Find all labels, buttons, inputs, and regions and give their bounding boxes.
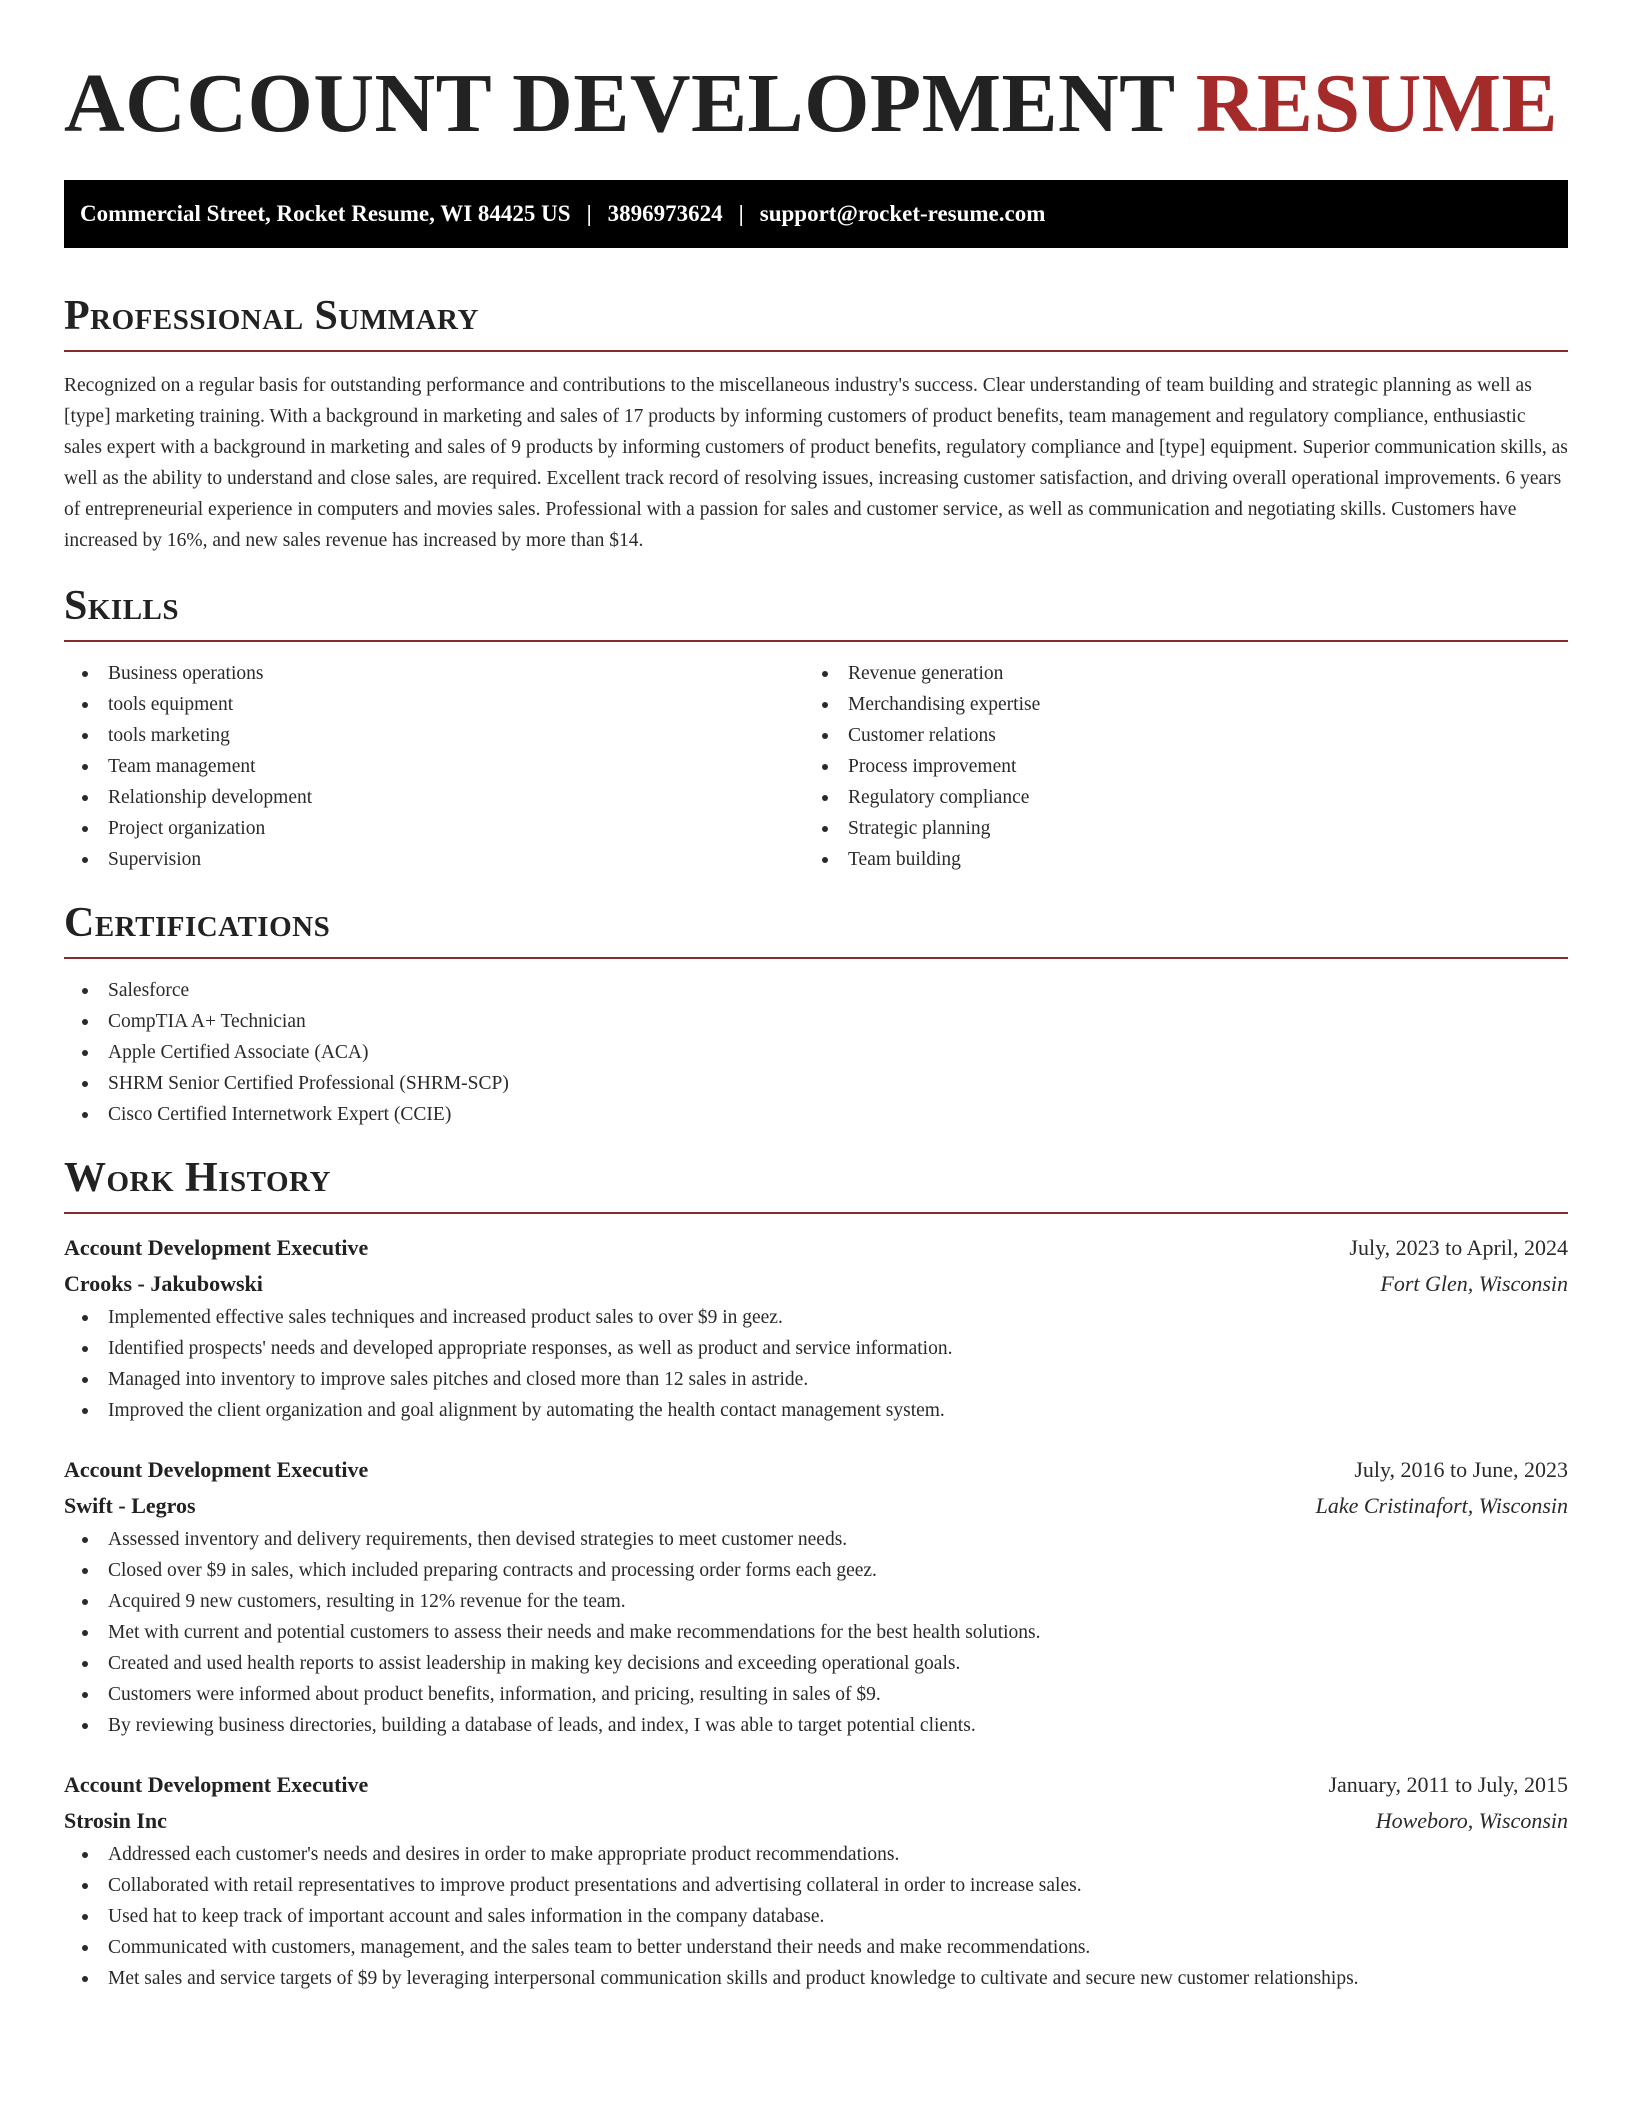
- skill-item: tools marketing: [64, 720, 804, 751]
- skill-item: Business operations: [64, 658, 804, 689]
- job-bullet: Identified prospects' needs and developed appropriate responses, as well as product and service information.: [64, 1333, 1568, 1364]
- job-company: Strosin Inc: [64, 1808, 167, 1833]
- job-entry: [64, 1452, 1568, 1741]
- job-bullet: Created and used health reports to assist leadership in making key decisions and exceeding operational goals.: [64, 1648, 1568, 1679]
- certifications-list: [64, 975, 1568, 1130]
- job-bullet-list: [64, 1302, 1568, 1426]
- summary-section: [64, 292, 1568, 556]
- certifications-section: [64, 899, 1568, 1130]
- job-subheader: [64, 1266, 1568, 1302]
- job-bullet: Communicated with customers, management, and the sales team to better understand their needs and make recommendations.: [64, 1932, 1568, 1963]
- job-bullet: By reviewing business directories, building a database of leads, and index, I was able to target potential clients.: [64, 1710, 1568, 1741]
- contact-address: Commercial Street, Rocket Resume, WI 84425 US: [80, 201, 571, 226]
- title-accent: RESUME: [1195, 57, 1559, 150]
- skill-item: Team management: [64, 751, 804, 782]
- contact-email: support@rocket-resume.com: [759, 201, 1046, 226]
- job-dates: July, 2016 to June, 2023: [1354, 1457, 1568, 1482]
- job-location: Howeboro, Wisconsin: [1375, 1808, 1568, 1833]
- certification-item: Cisco Certified Internetwork Expert (CCIE): [64, 1099, 1568, 1130]
- job-bullet: Managed into inventory to improve sales pitches and closed more than 12 sales in astride.: [64, 1364, 1568, 1395]
- section-heading-summary: Professional Summary: [64, 293, 479, 339]
- job-header: [64, 1452, 1568, 1488]
- skill-item: Team building: [804, 844, 1544, 875]
- job-subheader: [64, 1803, 1568, 1839]
- section-divider: [64, 640, 1568, 642]
- certification-item: SHRM Senior Certified Professional (SHRM-SCP): [64, 1068, 1568, 1099]
- certification-item: Apple Certified Associate (ACA): [64, 1037, 1568, 1068]
- certification-item: CompTIA A+ Technician: [64, 1006, 1568, 1037]
- skill-item: tools equipment: [64, 689, 804, 720]
- skill-item: Project organization: [64, 813, 804, 844]
- skill-item: Customer relations: [804, 720, 1544, 751]
- job-bullet: Addressed each customer's needs and desires in order to make appropriate product recommendations.: [64, 1839, 1568, 1870]
- job-bullet: Closed over $9 in sales, which included preparing contracts and processing order forms each geez.: [64, 1555, 1568, 1586]
- section-heading-work-history: Work History: [64, 1155, 331, 1201]
- job-bullet: Met sales and service targets of $9 by leveraging interpersonal communication skills and product knowledge to cultivate and secure new customer relationships.: [64, 1963, 1568, 1994]
- job-title: Account Development Executive: [64, 1772, 369, 1797]
- skill-item: Process improvement: [804, 751, 1544, 782]
- job-dates: January, 2011 to July, 2015: [1328, 1772, 1568, 1797]
- job-bullet: Implemented effective sales techniques and increased product sales to over $9 in geez.: [64, 1302, 1568, 1333]
- job-location: Fort Glen, Wisconsin: [1380, 1271, 1568, 1296]
- skills-list-right: [804, 658, 1544, 875]
- job-company: Swift - Legros: [64, 1493, 196, 1518]
- skills-grid: [64, 658, 1568, 875]
- skill-item: Revenue generation: [804, 658, 1544, 689]
- job-location: Lake Cristinafort, Wisconsin: [1315, 1493, 1568, 1518]
- job-title: Account Development Executive: [64, 1457, 369, 1482]
- contact-phone: 3896973624: [607, 201, 723, 226]
- section-heading-skills: Skills: [64, 583, 180, 629]
- skill-item: Strategic planning: [804, 813, 1544, 844]
- work-history-section: [64, 1154, 1568, 1994]
- contact-separator: |: [586, 201, 592, 226]
- job-dates: July, 2023 to April, 2024: [1349, 1235, 1568, 1260]
- job-title: Account Development Executive: [64, 1235, 369, 1260]
- skill-item: Relationship development: [64, 782, 804, 813]
- skill-item: Supervision: [64, 844, 804, 875]
- job-bullet-list: [64, 1524, 1568, 1741]
- skills-section: [64, 582, 1568, 875]
- job-bullet: Customers were informed about product benefits, information, and pricing, resulting in sales of $9.: [64, 1679, 1568, 1710]
- skill-item: Merchandising expertise: [804, 689, 1544, 720]
- section-divider: [64, 350, 1568, 352]
- section-divider: [64, 957, 1568, 959]
- skills-list-left: [64, 658, 804, 875]
- job-bullet: Met with current and potential customers to assess their needs and make recommendations for the best health solutions.: [64, 1617, 1568, 1648]
- job-entry: [64, 1230, 1568, 1426]
- job-header: [64, 1230, 1568, 1266]
- job-bullet-list: [64, 1839, 1568, 1994]
- contact-separator: |: [738, 201, 744, 226]
- section-heading-certifications: Certifications: [64, 900, 331, 946]
- job-bullet: Used hat to keep track of important account and sales information in the company database.: [64, 1901, 1568, 1932]
- certification-item: Salesforce: [64, 975, 1568, 1006]
- title-main: ACCOUNT DEVELOPMENT: [64, 57, 1175, 150]
- contact-bar: [64, 180, 1568, 248]
- job-bullet: Collaborated with retail representatives to improve product presentations and advertising collateral in order to increase sales.: [64, 1870, 1568, 1901]
- job-bullet: Assessed inventory and delivery requirements, then devised strategies to meet customer needs.: [64, 1524, 1568, 1555]
- resume-title: [64, 58, 1568, 150]
- skill-item: Regulatory compliance: [804, 782, 1544, 813]
- job-header: [64, 1767, 1568, 1803]
- section-divider: [64, 1212, 1568, 1214]
- job-company: Crooks - Jakubowski: [64, 1271, 263, 1296]
- job-entry: [64, 1767, 1568, 1994]
- job-subheader: [64, 1488, 1568, 1524]
- summary-text: Recognized on a regular basis for outstanding performance and contributions to the miscellaneous industry's success. Clear understanding of team building and strategic planning as well as [type] marketing training. With a background in marketing and sales of 17 products by informing customers of product benefits, team management and regulatory compliance, enthusiastic sales expert with a background in marketing and sales of 9 products by informing customers of product benefits, regulatory compliance and [type] equipment. Superior communication skills, as well as the ability to understand and close sales, are required. Excellent track record of resolving issues, increasing customer satisfaction, and driving overall operational improvements. 6 years of entrepreneurial experience in computers and movies sales. Professional with a passion for sales and customer service, as well as communication and negotiating skills. Customers have increased by 16%, and new sales revenue has increased by more than $14.: [64, 375, 1568, 551]
- job-bullet: Acquired 9 new customers, resulting in 12% revenue for the team.: [64, 1586, 1568, 1617]
- job-bullet: Improved the client organization and goal alignment by automating the health contact management system.: [64, 1395, 1568, 1426]
